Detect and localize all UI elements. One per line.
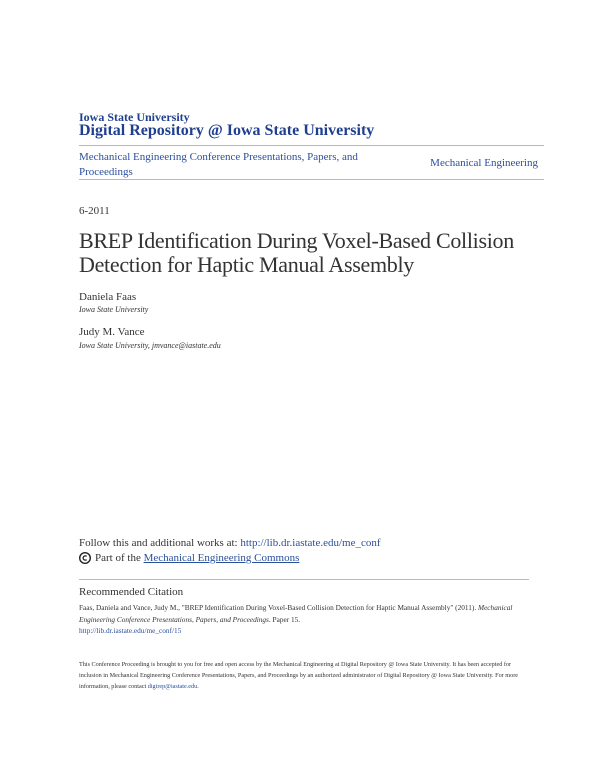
- part-of-line: [79, 552, 299, 564]
- follow-link[interactable]: http://lib.dr.iastate.edu/me_conf: [240, 537, 381, 549]
- notice-text: This Conference Proceeding is brought to you for free and open access by the Mechanical Engineering at Digital Repository @ Iowa State University. It has been accepted for inclusion in Mechanical Engineering Conference Presentations, Papers, and Proceedings by an authorized administrator of Digital Repository @ Iowa State University. For more information, please contact: [79, 661, 518, 690]
- institution-name: Iowa State University: [79, 110, 190, 124]
- department-link[interactable]: Mechanical Engineering: [430, 157, 538, 169]
- follow-label: Follow this and additional works at:: [79, 537, 238, 549]
- citation-text: [79, 602, 524, 637]
- notice-end: .: [197, 683, 199, 690]
- citation-part-2: . Paper 15.: [268, 614, 301, 624]
- author-affiliation: Iowa State University: [79, 305, 149, 314]
- author-name: Judy M. Vance: [79, 326, 145, 338]
- series-link[interactable]: Mechanical Engineering Conference Presentations, Papers, and Proceedings: [79, 151, 358, 178]
- access-notice: [79, 659, 529, 692]
- citation-part-1: Faas, Daniela and Vance, Judy M., "BREP Identification During Voxel-Based Collision Detection for Haptic Manual Assembly" (2011).: [79, 603, 478, 612]
- citation-link[interactable]: http://lib.dr.iastate.edu/me_conf/15: [79, 626, 182, 635]
- document-title: BREP Identification During Voxel-Based Collision Detection for Haptic Manual Assembly: [79, 228, 514, 277]
- divider-header: [79, 179, 544, 180]
- publication-date: 6-2011: [79, 205, 110, 217]
- citation-heading: Recommended Citation: [79, 586, 184, 598]
- author-name: Daniela Faas: [79, 291, 137, 303]
- author-affiliation: Iowa State University, jmvance@iastate.edu: [79, 341, 221, 350]
- creative-commons-icon: [79, 552, 91, 564]
- citation-series-italic: Mechanical Engineering Conference Presentations, Papers, and Proceedings: [79, 603, 513, 624]
- divider-citation: [79, 579, 529, 580]
- follow-line: [79, 537, 381, 549]
- contact-email-link[interactable]: digirep@iastate.edu: [147, 683, 198, 690]
- part-of-label: Part of the: [95, 552, 141, 564]
- repository-name[interactable]: Digital Repository @ Iowa State University: [79, 122, 375, 139]
- commons-link[interactable]: Mechanical Engineering Commons: [143, 552, 300, 564]
- divider-top: [79, 145, 544, 146]
